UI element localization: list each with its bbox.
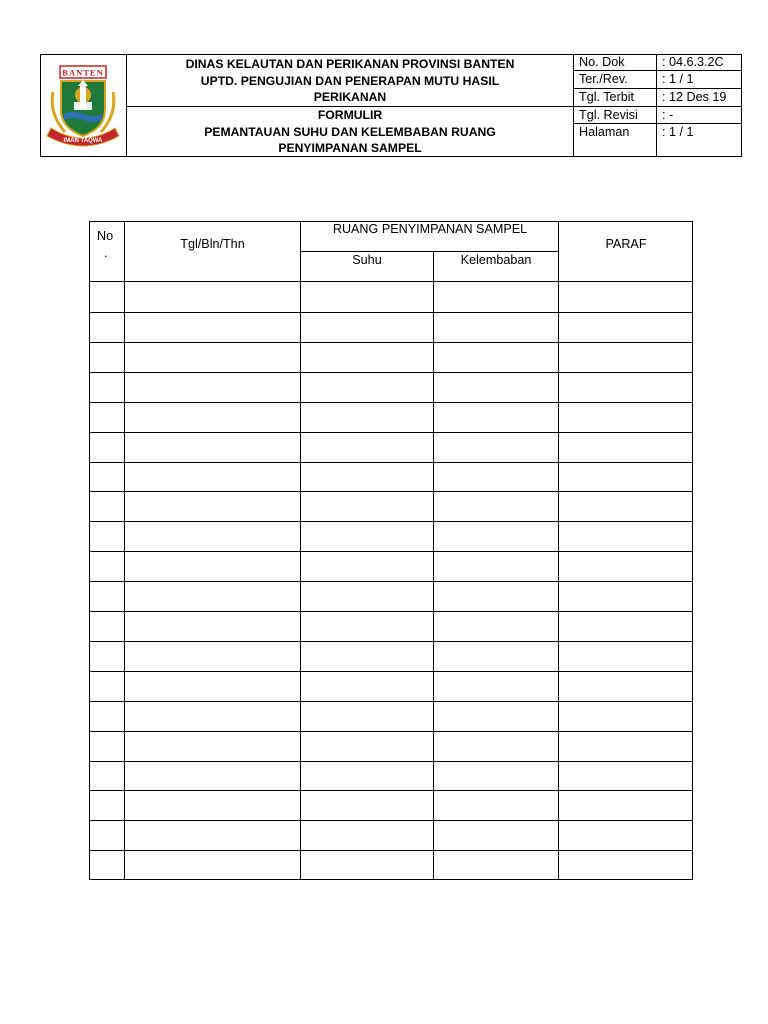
cell-humidity[interactable] [434, 342, 558, 371]
cell-date[interactable] [125, 312, 300, 341]
cell-signature[interactable] [559, 521, 693, 550]
agency-title [127, 56, 573, 106]
table-row [89, 372, 693, 402]
cell-date[interactable] [125, 671, 300, 700]
cell-date[interactable] [125, 551, 300, 580]
column-header-no-dot: . [104, 246, 108, 260]
cell-no[interactable] [89, 551, 124, 580]
cell-no[interactable] [89, 342, 124, 371]
table-row [89, 432, 693, 462]
cell-temperature[interactable] [301, 611, 433, 640]
cell-no[interactable] [89, 402, 124, 431]
cell-signature[interactable] [559, 581, 693, 610]
cell-no[interactable] [89, 461, 124, 490]
cell-humidity[interactable] [434, 551, 558, 580]
banten-emblem-icon [43, 62, 123, 150]
cell-humidity[interactable] [434, 760, 558, 789]
svg-text:BANTEN: BANTEN [62, 67, 104, 77]
table-row [89, 701, 693, 731]
cell-humidity[interactable] [434, 850, 558, 879]
cell-humidity[interactable] [434, 641, 558, 670]
doc-info-row [574, 124, 742, 140]
cell-humidity[interactable] [434, 581, 558, 610]
cell-signature[interactable] [559, 342, 693, 371]
issue-date-label: Tgl. Terbit [579, 90, 635, 104]
issue-date-value: : 12 Des 19 [662, 90, 727, 104]
cell-humidity[interactable] [434, 312, 558, 341]
cell-humidity[interactable] [434, 491, 558, 520]
revision-date-label: Tgl. Revisi [579, 108, 638, 122]
cell-signature[interactable] [559, 402, 693, 431]
cell-date[interactable] [125, 342, 300, 371]
table-row [89, 820, 693, 850]
table-row [89, 282, 693, 312]
form-line: PENYIMPANAN SAMPEL [278, 141, 422, 155]
cell-temperature[interactable] [301, 581, 433, 610]
cell-signature[interactable] [559, 820, 693, 849]
cell-date[interactable] [125, 701, 300, 730]
cell-temperature[interactable] [301, 671, 433, 700]
agency-line: UPTD. PENGUJIAN DAN PENERAPAN MUTU HASIL [200, 73, 500, 88]
cell-no[interactable] [89, 641, 124, 670]
cell-date[interactable] [125, 850, 300, 879]
column-header-no: No [97, 229, 114, 243]
cell-humidity[interactable] [434, 820, 558, 849]
doc-number-label: No. Dok [579, 55, 625, 69]
cell-date[interactable] [125, 372, 300, 401]
column-header-signature: PARAF [605, 237, 647, 251]
cell-date[interactable] [125, 641, 300, 670]
table-body [89, 221, 693, 880]
cell-no[interactable] [89, 611, 124, 640]
table-row [89, 491, 693, 521]
cell-signature[interactable] [559, 790, 693, 819]
cell-no[interactable] [89, 282, 124, 311]
cell-humidity[interactable] [434, 461, 558, 490]
cell-temperature[interactable] [301, 790, 433, 819]
cell-humidity[interactable] [434, 671, 558, 700]
table-row [89, 760, 693, 790]
column-group-header: RUANG PENYIMPANAN SAMPEL [332, 222, 528, 236]
revision-value: : 1 / 1 [662, 72, 694, 86]
column-header-humidity: Kelembaban [460, 253, 532, 267]
cell-humidity[interactable] [434, 372, 558, 401]
revision-date-value: : - [662, 108, 674, 122]
cell-no[interactable] [89, 372, 124, 401]
cell-signature[interactable] [559, 731, 693, 760]
cell-signature[interactable] [559, 432, 693, 461]
table-row [89, 790, 693, 820]
document-header [40, 54, 742, 157]
table-row [89, 850, 693, 880]
cell-no[interactable] [89, 521, 124, 550]
cell-signature[interactable] [559, 312, 693, 341]
agency-line: PERIKANAN [313, 90, 387, 104]
cell-no[interactable] [89, 790, 124, 819]
cell-date[interactable] [125, 760, 300, 789]
doc-info-row [574, 54, 742, 70]
cell-humidity[interactable] [434, 282, 558, 311]
cell-temperature[interactable] [301, 402, 433, 431]
table-row [89, 641, 693, 671]
cell-temperature[interactable] [301, 342, 433, 371]
cell-date[interactable] [125, 731, 300, 760]
cell-signature[interactable] [559, 551, 693, 580]
cell-temperature[interactable] [301, 521, 433, 550]
table-row [89, 461, 693, 491]
column-header-date: Tgl/Bln/Thn [180, 237, 245, 251]
page-value: : 1 / 1 [662, 125, 694, 139]
cell-temperature[interactable] [301, 432, 433, 461]
cell-temperature[interactable] [301, 551, 433, 580]
cell-temperature[interactable] [301, 461, 433, 490]
cell-signature[interactable] [559, 641, 693, 670]
cell-no[interactable] [89, 312, 124, 341]
page-label: Halaman [579, 125, 630, 139]
cell-no[interactable] [89, 850, 124, 879]
cell-no[interactable] [89, 731, 124, 760]
doc-info-row [574, 89, 742, 105]
cell-temperature[interactable] [301, 641, 433, 670]
cell-signature[interactable] [559, 671, 693, 700]
cell-date[interactable] [125, 461, 300, 490]
form-line: PEMANTAUAN SUHU DAN KELEMBABAN RUANG [204, 124, 496, 139]
cell-temperature[interactable] [301, 701, 433, 730]
column-header-temperature: Suhu [352, 253, 382, 267]
cell-humidity[interactable] [434, 611, 558, 640]
cell-humidity[interactable] [434, 402, 558, 431]
cell-no[interactable] [89, 432, 124, 461]
doc-number-value: : 04.6.3.2C [662, 55, 724, 69]
cell-date[interactable] [125, 432, 300, 461]
monitoring-table [89, 221, 693, 880]
cell-date[interactable] [125, 521, 300, 550]
cell-signature[interactable] [559, 461, 693, 490]
table-row [89, 312, 693, 342]
cell-signature[interactable] [559, 611, 693, 640]
form-title [127, 107, 573, 157]
cell-signature[interactable] [559, 372, 693, 401]
cell-no[interactable] [89, 671, 124, 700]
cell-signature[interactable] [559, 491, 693, 520]
table-row [89, 521, 693, 551]
cell-humidity[interactable] [434, 731, 558, 760]
logo-cell [40, 54, 126, 157]
table-row [89, 731, 693, 761]
cell-no[interactable] [89, 491, 124, 520]
revision-label: Ter./Rev. [579, 72, 628, 86]
cell-signature[interactable] [559, 850, 693, 879]
cell-temperature[interactable] [301, 731, 433, 760]
cell-no[interactable] [89, 820, 124, 849]
cell-temperature[interactable] [301, 372, 433, 401]
cell-temperature[interactable] [301, 282, 433, 311]
cell-no[interactable] [89, 760, 124, 789]
cell-signature[interactable] [559, 760, 693, 789]
cell-humidity[interactable] [434, 701, 558, 730]
table-row [89, 551, 693, 581]
table-row [89, 581, 693, 611]
cell-signature[interactable] [559, 701, 693, 730]
cell-humidity[interactable] [434, 432, 558, 461]
cell-humidity[interactable] [434, 790, 558, 819]
doc-info-row [574, 71, 742, 87]
cell-date[interactable] [125, 581, 300, 610]
cell-date[interactable] [125, 611, 300, 640]
table-row [89, 402, 693, 432]
cell-date[interactable] [125, 402, 300, 431]
cell-date[interactable] [125, 820, 300, 849]
table-row [89, 342, 693, 372]
cell-temperature[interactable] [301, 760, 433, 789]
cell-temperature[interactable] [301, 312, 433, 341]
form-line: FORMULIR [317, 108, 383, 122]
cell-signature[interactable] [559, 282, 693, 311]
cell-temperature[interactable] [301, 850, 433, 879]
table-row [89, 671, 693, 701]
cell-date[interactable] [125, 491, 300, 520]
cell-date[interactable] [125, 282, 300, 311]
cell-no[interactable] [89, 581, 124, 610]
cell-temperature[interactable] [301, 491, 433, 520]
cell-no[interactable] [89, 701, 124, 730]
table-row [89, 611, 693, 641]
agency-line: DINAS KELAUTAN DAN PERIKANAN PROVINSI BANTEN [185, 57, 515, 71]
cell-date[interactable] [125, 790, 300, 819]
cell-humidity[interactable] [434, 521, 558, 550]
cell-temperature[interactable] [301, 820, 433, 849]
svg-text:IMAN TAQWA: IMAN TAQWA [63, 137, 103, 144]
doc-info-row [574, 107, 742, 123]
